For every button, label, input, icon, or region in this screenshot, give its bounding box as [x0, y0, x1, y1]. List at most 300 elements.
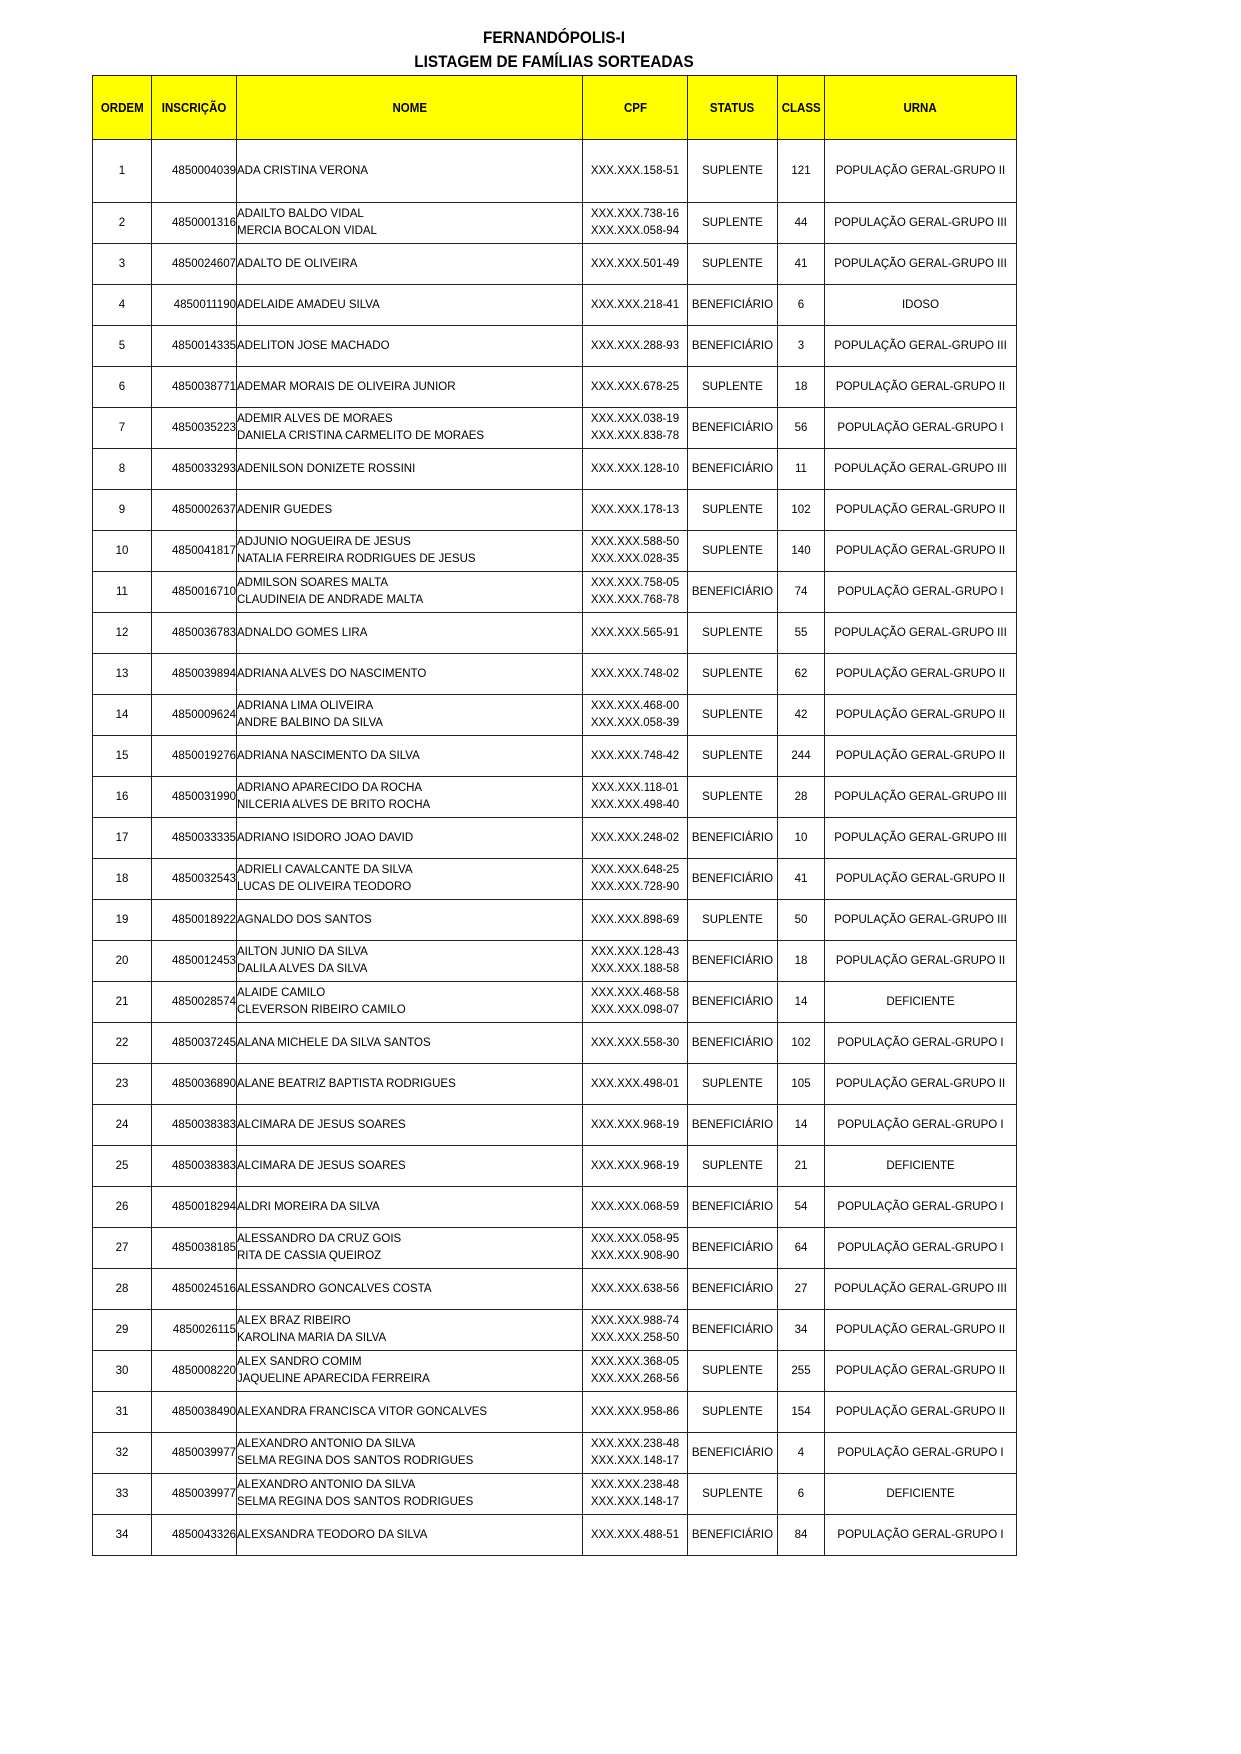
- cell-status: SUPLENTE: [688, 900, 778, 941]
- cell-status: SUPLENTE: [688, 695, 778, 736]
- cell-inscricao: 4850039977: [152, 1474, 237, 1515]
- cell-urna: POPULAÇÃO GERAL-GRUPO II: [825, 736, 1017, 777]
- cell-urna: POPULAÇÃO GERAL-GRUPO III: [825, 1269, 1017, 1310]
- cell-status: BENEFICIÁRIO: [688, 408, 778, 449]
- cell-inscricao: 4850024607: [152, 244, 237, 285]
- column-header-urna: URNA: [825, 76, 1017, 140]
- cell-inscricao: 4850004039: [152, 140, 237, 203]
- cpf-value: XXX.XXX.488-51: [590, 1528, 680, 1541]
- cpf-value: XXX.XXX.238-48: [590, 1479, 680, 1491]
- cpf-value: XXX.XXX.758-05: [590, 577, 680, 589]
- cell-cpf: [583, 1310, 688, 1351]
- cell-inscricao: 4850019276: [152, 736, 237, 777]
- cell-nome: [237, 1474, 583, 1515]
- cpf-value: XXX.XXX.768-78: [590, 594, 680, 606]
- cell-nome: [237, 1433, 583, 1474]
- cell-status: SUPLENTE: [688, 1392, 778, 1433]
- cpf-value: XXX.XXX.268-56: [590, 1373, 680, 1385]
- cell-inscricao: 4850009624: [152, 695, 237, 736]
- person-name: ADELITON JOSE MACHADO: [237, 339, 390, 352]
- cell-cpf: [583, 859, 688, 900]
- person-name: NATALIA FERREIRA RODRIGUES DE JESUS: [237, 553, 476, 565]
- cell-urna: POPULAÇÃO GERAL-GRUPO II: [825, 654, 1017, 695]
- cell-inscricao: 4850016710: [152, 572, 237, 613]
- cell-nome: [237, 572, 583, 613]
- cell-urna: POPULAÇÃO GERAL-GRUPO III: [825, 818, 1017, 859]
- cell-ordem: 28: [93, 1269, 152, 1310]
- cell-class: 28: [778, 777, 825, 818]
- cpf-value: XXX.XXX.058-94: [590, 225, 680, 237]
- cell-inscricao: 4850028574: [152, 982, 237, 1023]
- cpf-value: XXX.XXX.368-05: [590, 1356, 680, 1368]
- cell-urna: POPULAÇÃO GERAL-GRUPO I: [825, 408, 1017, 449]
- table-row: [93, 203, 1017, 244]
- cell-urna: POPULAÇÃO GERAL-GRUPO I: [825, 1433, 1017, 1474]
- cell-cpf: [583, 941, 688, 982]
- cell-status: BENEFICIÁRIO: [688, 449, 778, 490]
- cell-nome: [237, 613, 583, 654]
- cell-status: BENEFICIÁRIO: [688, 1105, 778, 1146]
- cell-cpf: [583, 449, 688, 490]
- cell-ordem: 3: [93, 244, 152, 285]
- person-name: ALANA MICHELE DA SILVA SANTOS: [237, 1036, 431, 1049]
- cell-class: 55: [778, 613, 825, 654]
- cpf-value: XXX.XXX.288-93: [590, 339, 680, 352]
- person-name: MERCIA BOCALON VIDAL: [237, 225, 377, 237]
- page-subtitle: LISTAGEM DE FAMÍLIAS SORTEADAS: [414, 52, 694, 71]
- cell-inscricao: 4850041817: [152, 531, 237, 572]
- cpf-value: XXX.XXX.558-30: [590, 1036, 680, 1049]
- cell-status: BENEFICIÁRIO: [688, 1228, 778, 1269]
- cell-nome: [237, 1392, 583, 1433]
- cell-nome: [237, 736, 583, 777]
- cell-inscricao: 4850038490: [152, 1392, 237, 1433]
- table-row: [93, 818, 1017, 859]
- column-header-cpf: CPF: [583, 76, 688, 140]
- cell-class: 21: [778, 1146, 825, 1187]
- cell-cpf: [583, 1392, 688, 1433]
- person-name: AILTON JUNIO DA SILVA: [237, 946, 368, 958]
- cpf-value: XXX.XXX.038-19: [590, 413, 680, 425]
- cell-nome: [237, 1064, 583, 1105]
- cell-urna: POPULAÇÃO GERAL-GRUPO II: [825, 1310, 1017, 1351]
- cell-urna: POPULAÇÃO GERAL-GRUPO III: [825, 244, 1017, 285]
- cell-nome: [237, 326, 583, 367]
- table-row: [93, 367, 1017, 408]
- cell-inscricao: 4850038185: [152, 1228, 237, 1269]
- table-row: [93, 1392, 1017, 1433]
- cell-urna: POPULAÇÃO GERAL-GRUPO III: [825, 613, 1017, 654]
- cell-nome: [237, 777, 583, 818]
- person-name: CLEVERSON RIBEIRO CAMILO: [237, 1004, 406, 1016]
- cell-class: 74: [778, 572, 825, 613]
- families-table: [92, 75, 1017, 1556]
- cell-cpf: [583, 531, 688, 572]
- cell-status: SUPLENTE: [688, 367, 778, 408]
- table-row: [93, 654, 1017, 695]
- cell-nome: [237, 859, 583, 900]
- table-row: [93, 449, 1017, 490]
- cell-ordem: 34: [93, 1515, 152, 1556]
- table-row: [93, 1310, 1017, 1351]
- cell-ordem: 17: [93, 818, 152, 859]
- cell-ordem: 27: [93, 1228, 152, 1269]
- person-name: NILCERIA ALVES DE BRITO ROCHA: [237, 799, 431, 811]
- cell-class: 121: [778, 140, 825, 203]
- cell-class: 14: [778, 982, 825, 1023]
- cell-inscricao: 4850031990: [152, 777, 237, 818]
- cell-nome: [237, 1187, 583, 1228]
- cell-inscricao: 4850033335: [152, 818, 237, 859]
- cell-cpf: [583, 285, 688, 326]
- cell-status: BENEFICIÁRIO: [688, 859, 778, 900]
- cell-ordem: 20: [93, 941, 152, 982]
- column-header-ordem: ORDEM: [93, 76, 152, 140]
- table-row: [93, 244, 1017, 285]
- cpf-value: XXX.XXX.058-39: [590, 717, 680, 729]
- cpf-value: XXX.XXX.028-35: [590, 553, 680, 565]
- cell-cpf: [583, 695, 688, 736]
- cell-inscricao: 4850024516: [152, 1269, 237, 1310]
- cell-class: 50: [778, 900, 825, 941]
- cell-inscricao: 4850012453: [152, 941, 237, 982]
- cpf-value: XXX.XXX.648-25: [590, 864, 680, 876]
- table-row: [93, 1351, 1017, 1392]
- cell-status: SUPLENTE: [688, 1474, 778, 1515]
- cell-class: 6: [778, 1474, 825, 1515]
- person-name: ADALTO DE OLIVEIRA: [237, 257, 358, 270]
- person-name: SELMA REGINA DOS SANTOS RODRIGUES: [237, 1496, 474, 1508]
- cell-status: SUPLENTE: [688, 777, 778, 818]
- cell-inscricao: 4850011190: [152, 285, 237, 326]
- person-name: ALESSANDRO DA CRUZ GOIS: [237, 1233, 402, 1245]
- cell-nome: [237, 941, 583, 982]
- person-name: ALEXSANDRA TEODORO DA SILVA: [237, 1528, 428, 1541]
- cell-inscricao: 4850036783: [152, 613, 237, 654]
- cell-inscricao: 4850014335: [152, 326, 237, 367]
- cell-ordem: 30: [93, 1351, 152, 1392]
- cell-nome: [237, 900, 583, 941]
- cell-urna: POPULAÇÃO GERAL-GRUPO II: [825, 1392, 1017, 1433]
- column-header-inscricao: INSCRIÇÃO: [152, 76, 237, 140]
- cell-nome: [237, 244, 583, 285]
- cpf-value: XXX.XXX.898-69: [590, 913, 680, 926]
- cell-nome: [237, 408, 583, 449]
- cell-ordem: 23: [93, 1064, 152, 1105]
- cell-class: 3: [778, 326, 825, 367]
- cpf-value: XXX.XXX.958-86: [590, 1405, 680, 1418]
- cell-status: SUPLENTE: [688, 1064, 778, 1105]
- cell-ordem: 9: [93, 490, 152, 531]
- cpf-value: XXX.XXX.068-59: [590, 1200, 680, 1213]
- cell-cpf: [583, 367, 688, 408]
- cpf-value: XXX.XXX.188-58: [590, 963, 680, 975]
- cell-status: BENEFICIÁRIO: [688, 982, 778, 1023]
- cell-urna: POPULAÇÃO GERAL-GRUPO II: [825, 1351, 1017, 1392]
- table-row: [93, 695, 1017, 736]
- person-name: ALEX BRAZ RIBEIRO: [237, 1315, 351, 1327]
- cell-nome: [237, 285, 583, 326]
- cell-status: BENEFICIÁRIO: [688, 1310, 778, 1351]
- table-row: [93, 531, 1017, 572]
- cell-inscricao: 4850026115: [152, 1310, 237, 1351]
- cell-status: SUPLENTE: [688, 613, 778, 654]
- cell-status: BENEFICIÁRIO: [688, 326, 778, 367]
- cell-class: 42: [778, 695, 825, 736]
- cell-cpf: [583, 1105, 688, 1146]
- cell-nome: [237, 140, 583, 203]
- cell-ordem: 26: [93, 1187, 152, 1228]
- cell-cpf: [583, 777, 688, 818]
- person-name: DALILA ALVES DA SILVA: [237, 963, 368, 975]
- column-header-nome: NOME: [237, 76, 583, 140]
- person-name: ADA CRISTINA VERONA: [237, 164, 369, 177]
- cell-status: BENEFICIÁRIO: [688, 1515, 778, 1556]
- cell-nome: [237, 982, 583, 1023]
- cell-class: 56: [778, 408, 825, 449]
- cell-class: 102: [778, 1023, 825, 1064]
- cell-status: BENEFICIÁRIO: [688, 1187, 778, 1228]
- cpf-value: XXX.XXX.988-74: [590, 1315, 680, 1327]
- cell-nome: [237, 818, 583, 859]
- table-row: [93, 490, 1017, 531]
- person-name: DANIELA CRISTINA CARMELITO DE MORAES: [237, 430, 485, 442]
- table-row: [93, 285, 1017, 326]
- cell-ordem: 13: [93, 654, 152, 695]
- cell-ordem: 10: [93, 531, 152, 572]
- cell-cpf: [583, 408, 688, 449]
- cell-class: 34: [778, 1310, 825, 1351]
- cpf-value: XXX.XXX.908-90: [590, 1250, 680, 1262]
- cell-inscricao: 4850043326: [152, 1515, 237, 1556]
- cell-nome: [237, 490, 583, 531]
- person-name: ADEMAR MORAIS DE OLIVEIRA JUNIOR: [237, 380, 456, 393]
- cpf-value: XXX.XXX.128-43: [590, 946, 680, 958]
- cell-nome: [237, 1515, 583, 1556]
- table-row: [93, 1474, 1017, 1515]
- person-name: ADJUNIO NOGUEIRA DE JESUS: [237, 536, 411, 548]
- cell-ordem: 2: [93, 203, 152, 244]
- cpf-value: XXX.XXX.588-50: [590, 536, 680, 548]
- cell-status: SUPLENTE: [688, 736, 778, 777]
- person-name: ADRIANA NASCIMENTO DA SILVA: [237, 749, 420, 762]
- cell-urna: POPULAÇÃO GERAL-GRUPO II: [825, 1064, 1017, 1105]
- cell-inscricao: 4850018922: [152, 900, 237, 941]
- cpf-value: XXX.XXX.501-49: [590, 257, 680, 270]
- table-row: [93, 1064, 1017, 1105]
- cell-class: 41: [778, 859, 825, 900]
- person-name: LUCAS DE OLIVEIRA TEODORO: [237, 881, 412, 893]
- cell-ordem: 19: [93, 900, 152, 941]
- cell-status: BENEFICIÁRIO: [688, 1269, 778, 1310]
- cell-ordem: 1: [93, 140, 152, 203]
- table-row: [93, 982, 1017, 1023]
- cell-cpf: [583, 1515, 688, 1556]
- cpf-value: XXX.XXX.098-07: [590, 1004, 680, 1016]
- cell-ordem: 33: [93, 1474, 152, 1515]
- person-name: RITA DE CASSIA QUEIROZ: [237, 1250, 382, 1262]
- cell-status: BENEFICIÁRIO: [688, 1433, 778, 1474]
- cell-nome: [237, 1228, 583, 1269]
- person-name: SELMA REGINA DOS SANTOS RODRIGUES: [237, 1455, 474, 1467]
- cell-inscricao: 4850039894: [152, 654, 237, 695]
- cell-inscricao: 4850001316: [152, 203, 237, 244]
- cell-status: SUPLENTE: [688, 490, 778, 531]
- cell-class: 27: [778, 1269, 825, 1310]
- cell-class: 154: [778, 1392, 825, 1433]
- cell-cpf: [583, 1351, 688, 1392]
- cpf-value: XXX.XXX.728-90: [590, 881, 680, 893]
- table-row: [93, 1023, 1017, 1064]
- cpf-value: XXX.XXX.638-56: [590, 1282, 680, 1295]
- person-name: ADEMIR ALVES DE MORAES: [237, 413, 393, 425]
- person-name: ADNALDO GOMES LIRA: [237, 626, 368, 639]
- table-row: [93, 613, 1017, 654]
- cpf-value: XXX.XXX.468-58: [590, 987, 680, 999]
- cell-class: 18: [778, 941, 825, 982]
- cpf-value: XXX.XXX.128-10: [590, 462, 680, 475]
- cell-inscricao: 4850008220: [152, 1351, 237, 1392]
- cell-urna: POPULAÇÃO GERAL-GRUPO I: [825, 1515, 1017, 1556]
- table-row: [93, 900, 1017, 941]
- cpf-value: XXX.XXX.968-19: [590, 1118, 680, 1131]
- cell-status: SUPLENTE: [688, 1351, 778, 1392]
- cell-nome: [237, 695, 583, 736]
- person-name: ADRIELI CAVALCANTE DA SILVA: [237, 864, 413, 876]
- cell-status: SUPLENTE: [688, 244, 778, 285]
- person-name: ADRIANO APARECIDO DA ROCHA: [237, 782, 423, 794]
- cell-ordem: 14: [93, 695, 152, 736]
- cell-cpf: [583, 1023, 688, 1064]
- table-row: [93, 1146, 1017, 1187]
- cell-ordem: 7: [93, 408, 152, 449]
- person-name: ADRIANA ALVES DO NASCIMENTO: [237, 667, 427, 680]
- person-name: ADENILSON DONIZETE ROSSINI: [237, 462, 416, 475]
- cpf-value: XXX.XXX.565-91: [590, 626, 680, 639]
- cell-class: 44: [778, 203, 825, 244]
- cell-class: 6: [778, 285, 825, 326]
- cell-ordem: 11: [93, 572, 152, 613]
- cell-nome: [237, 1146, 583, 1187]
- person-name: ALEX SANDRO COMIM: [237, 1356, 362, 1368]
- cell-inscricao: 4850036890: [152, 1064, 237, 1105]
- cell-ordem: 18: [93, 859, 152, 900]
- person-name: ALCIMARA DE JESUS SOARES: [237, 1118, 406, 1131]
- column-header-status: STATUS: [688, 76, 778, 140]
- cell-ordem: 32: [93, 1433, 152, 1474]
- cell-class: 255: [778, 1351, 825, 1392]
- cell-class: 10: [778, 818, 825, 859]
- cell-inscricao: 4850035223: [152, 408, 237, 449]
- person-name: ALDRI MOREIRA DA SILVA: [237, 1200, 380, 1213]
- cell-status: BENEFICIÁRIO: [688, 285, 778, 326]
- cell-class: 244: [778, 736, 825, 777]
- cpf-value: XXX.XXX.748-42: [590, 749, 680, 762]
- cell-urna: POPULAÇÃO GERAL-GRUPO I: [825, 1105, 1017, 1146]
- cell-class: 41: [778, 244, 825, 285]
- cell-cpf: [583, 140, 688, 203]
- cell-class: 14: [778, 1105, 825, 1146]
- table-row: [93, 736, 1017, 777]
- cell-urna: POPULAÇÃO GERAL-GRUPO II: [825, 367, 1017, 408]
- table-row: [93, 408, 1017, 449]
- cell-cpf: [583, 572, 688, 613]
- person-name: CLAUDINEIA DE ANDRADE MALTA: [237, 594, 424, 606]
- cell-cpf: [583, 244, 688, 285]
- table-row: [93, 777, 1017, 818]
- cell-cpf: [583, 326, 688, 367]
- table-row: [93, 1269, 1017, 1310]
- cell-inscricao: 4850038383: [152, 1146, 237, 1187]
- cell-urna: POPULAÇÃO GERAL-GRUPO I: [825, 572, 1017, 613]
- cell-ordem: 25: [93, 1146, 152, 1187]
- document-header: [92, 26, 1016, 74]
- cell-urna: POPULAÇÃO GERAL-GRUPO II: [825, 531, 1017, 572]
- cell-ordem: 31: [93, 1392, 152, 1433]
- cell-class: 4: [778, 1433, 825, 1474]
- table-row: [93, 1105, 1017, 1146]
- table-row: [93, 859, 1017, 900]
- cell-inscricao: 4850032543: [152, 859, 237, 900]
- cell-urna: DEFICIENTE: [825, 982, 1017, 1023]
- cell-status: BENEFICIÁRIO: [688, 1023, 778, 1064]
- cell-class: 102: [778, 490, 825, 531]
- person-name: ADELAIDE AMADEU SILVA: [237, 298, 380, 311]
- cell-urna: POPULAÇÃO GERAL-GRUPO III: [825, 326, 1017, 367]
- cell-status: SUPLENTE: [688, 531, 778, 572]
- cpf-value: XXX.XXX.248-02: [590, 831, 680, 844]
- cpf-value: XXX.XXX.058-95: [590, 1233, 680, 1245]
- person-name: ANDRE BALBINO DA SILVA: [237, 717, 383, 729]
- cell-ordem: 8: [93, 449, 152, 490]
- cell-cpf: [583, 1064, 688, 1105]
- cell-inscricao: 4850033293: [152, 449, 237, 490]
- person-name: ADRIANO ISIDORO JOAO DAVID: [237, 831, 414, 844]
- cell-class: 62: [778, 654, 825, 695]
- table-row: [93, 572, 1017, 613]
- person-name: ADENIR GUEDES: [237, 503, 333, 516]
- cell-nome: [237, 654, 583, 695]
- cell-urna: DEFICIENTE: [825, 1474, 1017, 1515]
- cell-ordem: 16: [93, 777, 152, 818]
- cell-nome: [237, 1269, 583, 1310]
- cell-inscricao: 4850039977: [152, 1433, 237, 1474]
- cell-nome: [237, 1023, 583, 1064]
- cell-ordem: 29: [93, 1310, 152, 1351]
- cell-nome: [237, 203, 583, 244]
- cell-inscricao: 4850018294: [152, 1187, 237, 1228]
- cpf-value: XXX.XXX.218-41: [590, 298, 680, 311]
- cell-cpf: [583, 490, 688, 531]
- cell-cpf: [583, 1269, 688, 1310]
- person-name: ALEXANDRO ANTONIO DA SILVA: [237, 1438, 416, 1450]
- cpf-value: XXX.XXX.968-19: [590, 1159, 680, 1172]
- cell-inscricao: 4850037245: [152, 1023, 237, 1064]
- cpf-value: XXX.XXX.148-17: [590, 1496, 680, 1508]
- cpf-value: XXX.XXX.678-25: [590, 380, 680, 393]
- cpf-value: XXX.XXX.238-48: [590, 1438, 680, 1450]
- cell-nome: [237, 1310, 583, 1351]
- person-name: ALEXANDRO ANTONIO DA SILVA: [237, 1479, 416, 1491]
- column-header-class: CLASS: [778, 76, 825, 140]
- cell-ordem: 5: [93, 326, 152, 367]
- cell-nome: [237, 367, 583, 408]
- cell-class: 18: [778, 367, 825, 408]
- cell-class: 105: [778, 1064, 825, 1105]
- table-header-row: [93, 76, 1017, 140]
- cell-cpf: [583, 1474, 688, 1515]
- cell-cpf: [583, 818, 688, 859]
